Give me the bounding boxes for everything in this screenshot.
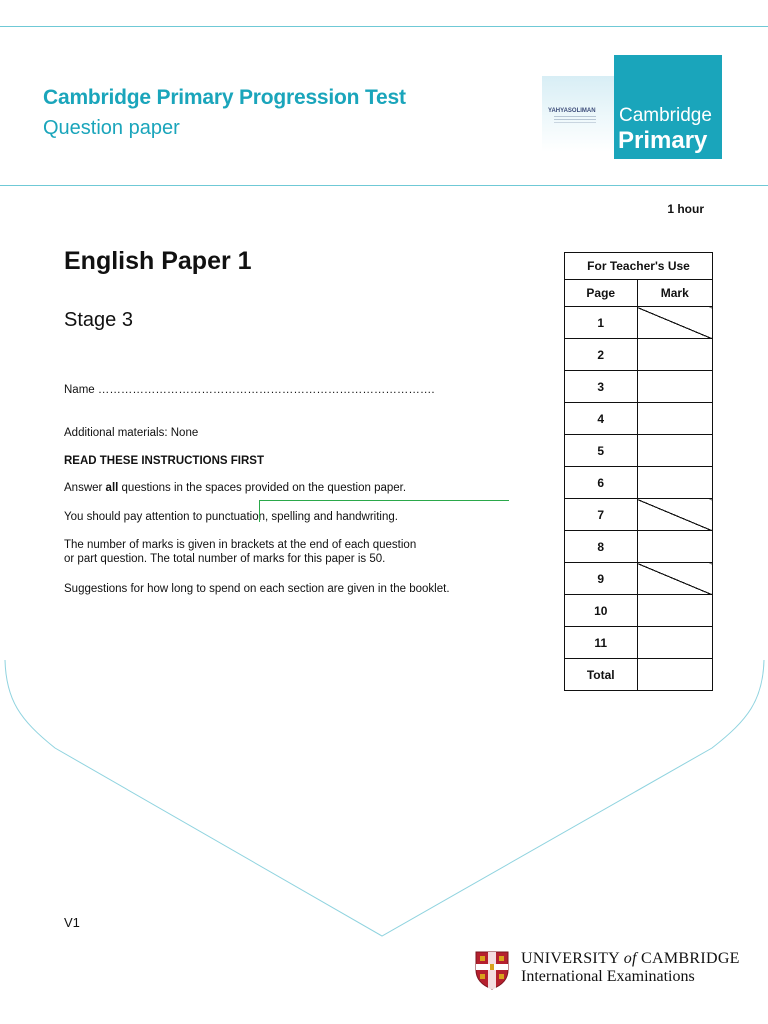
- page-number-cell: 1: [565, 307, 638, 339]
- page-number-cell: 9: [565, 563, 638, 595]
- page-number-cell: 2: [565, 339, 638, 371]
- table-row: [565, 435, 713, 467]
- table-row: [565, 371, 713, 403]
- mark-cell[interactable]: [637, 371, 712, 403]
- page-number-cell: 8: [565, 531, 638, 563]
- answer-pre: Answer: [64, 482, 106, 494]
- answer-bold: all: [105, 482, 119, 494]
- page-number-cell: 10: [565, 595, 638, 627]
- watermark-lines: [554, 116, 596, 117]
- mark-cell[interactable]: [637, 307, 712, 339]
- mark-cell[interactable]: [637, 595, 712, 627]
- mark-cell[interactable]: [637, 467, 712, 499]
- page-number-cell: 5: [565, 435, 638, 467]
- page-number-cell: 4: [565, 403, 638, 435]
- university-of: of: [623, 950, 637, 967]
- table-row: [565, 627, 713, 659]
- mark-cell[interactable]: [637, 403, 712, 435]
- teacher-use-table: [564, 252, 713, 691]
- page-number-cell: 3: [565, 371, 638, 403]
- university-name: [521, 950, 740, 968]
- university-post: CAMBRIDGE: [636, 950, 740, 967]
- table-row: [565, 531, 713, 563]
- table-row: [565, 339, 713, 371]
- instruction-answer: [64, 481, 406, 495]
- brand-bottom-text: Primary: [618, 127, 708, 154]
- header-bottom-rule: [0, 185, 768, 186]
- total-label: Total: [565, 659, 638, 691]
- name-field[interactable]: Name …………………………………………………………………………….: [64, 384, 435, 396]
- paper-title: English Paper 1: [64, 247, 252, 275]
- column-header-page: Page: [565, 280, 638, 307]
- version-label: V1: [64, 915, 80, 930]
- header-title: Cambridge Primary Progression Test: [43, 86, 406, 109]
- brand-top-text: Cambridge: [619, 105, 712, 126]
- column-header-mark: Mark: [637, 280, 712, 307]
- total-row: [565, 659, 713, 691]
- mark-cell[interactable]: [637, 339, 712, 371]
- table-row: [565, 467, 713, 499]
- annotation-mark: [259, 500, 509, 522]
- stage-label: Stage 3: [64, 309, 133, 331]
- university-pre: UNIVERSITY: [521, 950, 624, 967]
- duration: 1 hour: [667, 202, 704, 216]
- mark-cell[interactable]: [637, 563, 712, 595]
- table-row: [565, 563, 713, 595]
- watermark-text: YAHYASOLIMAN: [548, 108, 596, 114]
- table-row: [565, 307, 713, 339]
- mark-cell[interactable]: [637, 627, 712, 659]
- mark-cell[interactable]: [637, 531, 712, 563]
- answer-post: questions in the spaces provided on the question paper.: [118, 482, 407, 494]
- brand-photo-strip: [542, 76, 614, 152]
- table-row: [565, 595, 713, 627]
- mark-cell[interactable]: [637, 499, 712, 531]
- page-number-cell: 6: [565, 467, 638, 499]
- table-title: For Teacher's Use: [565, 253, 713, 280]
- instruction-suggestions: Suggestions for how long to spend on each section are given in the booklet.: [64, 583, 450, 595]
- table-row: [565, 403, 713, 435]
- instruction-marks-line1: The number of marks is given in brackets at the end of each question: [64, 539, 417, 551]
- total-mark-cell[interactable]: [637, 659, 712, 691]
- instruction-attention: You should pay attention to punctuation, spelling and handwriting.: [64, 511, 398, 523]
- university-crest-icon: [474, 950, 510, 990]
- page-number-cell: 7: [565, 499, 638, 531]
- additional-materials: Additional materials: None: [64, 427, 199, 439]
- table-row: [565, 499, 713, 531]
- mark-cell[interactable]: [637, 435, 712, 467]
- page-number-cell: 11: [565, 627, 638, 659]
- header-subtitle: Question paper: [43, 117, 180, 139]
- instructions-heading: READ THESE INSTRUCTIONS FIRST: [64, 455, 264, 467]
- instruction-marks-line2: or part question. The total number of marks for this paper is 50.: [64, 553, 386, 565]
- international-examinations: International Examinations: [521, 968, 695, 985]
- top-rule: [0, 26, 768, 27]
- cambridge-primary-logo: [614, 55, 722, 159]
